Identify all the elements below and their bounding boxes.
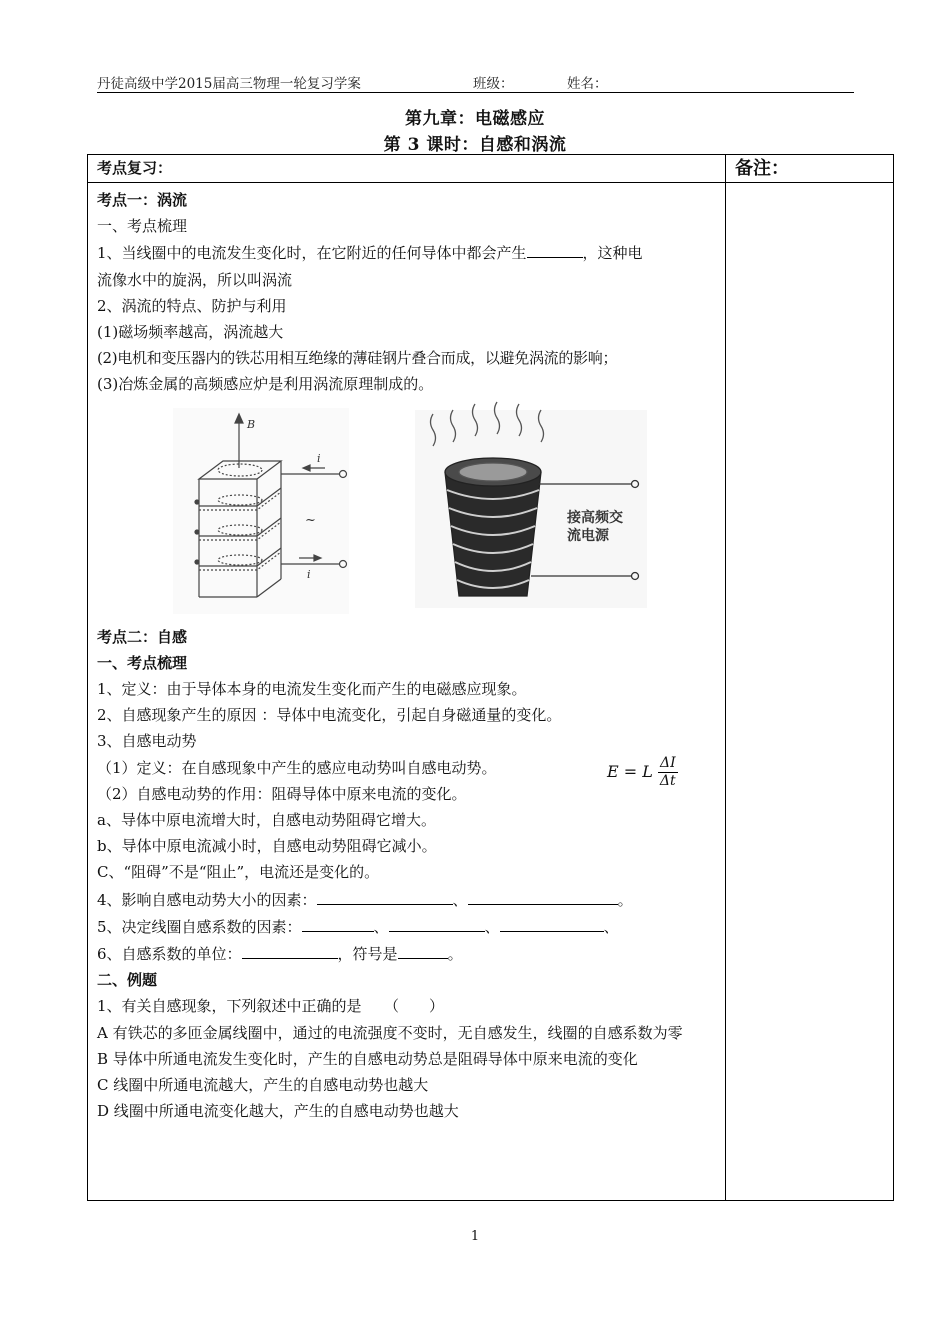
section1-line5: (3)冶炼金属的高频感应炉是利用涡流原理制成的。 bbox=[97, 375, 434, 394]
section1-line4: (2)电机和变压器内的铁芯用相互绝缘的薄硅钢片叠合而成，以避免涡流的影响； bbox=[97, 349, 618, 368]
furnace-caption-2: 流电源 bbox=[567, 527, 609, 544]
self-inductance-formula: E = L $\frac{\Delta I}{\Delta t}$ bbox=[607, 754, 676, 789]
name-label: 姓名： bbox=[567, 76, 608, 92]
section1-line1-cont: 流像水中的旋涡，所以叫涡流 bbox=[97, 270, 293, 289]
class-label: 班级： bbox=[473, 76, 514, 92]
s2-line8: C、“阻碍”不是“阻止”，电流还是变化的。 bbox=[97, 863, 380, 882]
label-b: B bbox=[247, 417, 256, 431]
option-d: D 线圈中所通电流变化越大，产生的自感电动势也越大 bbox=[97, 1102, 459, 1121]
notes-header: 备注： bbox=[726, 155, 894, 183]
lesson-title: 第 3 课时：自感和涡流 bbox=[383, 135, 567, 155]
eddy-current-figures bbox=[97, 398, 717, 624]
content-cell bbox=[88, 183, 726, 1201]
furnace-caption-1: 接高频交 bbox=[567, 509, 623, 526]
section1-sub: 一、考点梳理 bbox=[97, 217, 188, 236]
answer-blank[interactable] bbox=[500, 913, 604, 932]
question-1: 1、有关自感现象，下列叙述中正确的是 （ ） bbox=[97, 997, 445, 1016]
s2-line9: 4、影响自感电动势大小的因素： 、 。 bbox=[97, 886, 717, 913]
notes-cell bbox=[726, 183, 894, 1201]
s2-line6: a、导体中原电流增大时，自感电动势阻碍它增大。 bbox=[97, 811, 436, 830]
school-title: 丹徒高级中学2015届高三物理一轮复习学案 bbox=[97, 76, 361, 92]
section1-line1: 1、当线圈中的电流发生变化时，在它附近的任何导体中都会产生 ，这种电 bbox=[97, 239, 717, 266]
section1-heading: 考点一：涡流 bbox=[97, 191, 188, 209]
section2-sub2: 二、例题 bbox=[97, 971, 158, 990]
section2-sub1: 一、考点梳理 bbox=[97, 653, 188, 672]
s2-line5: （2）自感电动势的作用：阻碍导体中原来电流的变化。 bbox=[97, 784, 467, 803]
section1-line2: 2、涡流的特点、防护与利用 bbox=[97, 296, 287, 315]
worksheet-table bbox=[87, 154, 894, 1201]
section2-heading: 考点二：自感 bbox=[97, 627, 188, 646]
s2-line7: b、导体中原电流减小时，自感电动势阻碍它减小。 bbox=[97, 837, 437, 856]
section1-line3: (1)磁场频率越高，涡流越大 bbox=[97, 323, 284, 342]
review-header: 考点复习： bbox=[88, 155, 726, 183]
option-a: A 有铁芯的多匝金属线圈中，通过的电流强度不变时，无自感发生，线圈的自感系数为零 bbox=[97, 1023, 683, 1042]
s2-line2: 2、自感现象产生的原因 ：导体中电流变化，引起自身磁通量的变化。 bbox=[97, 706, 562, 725]
s2-line1: 1、定义：由于导体本身的电流发生变化而产生的电磁感应现象。 bbox=[97, 680, 527, 699]
s2-line11: 6、自感系数的单位： ，符号是 。 bbox=[97, 940, 717, 967]
answer-blank[interactable] bbox=[527, 239, 583, 258]
s2-line4: （1）定义：在自感现象中产生的感应电动势叫自感电动势。 E = L $\frac{\Delta I}{\Delta t}$ bbox=[97, 754, 676, 789]
s2-line3: 3、自感电动势 bbox=[97, 732, 197, 751]
label-i-bottom: i bbox=[307, 567, 311, 581]
label-i-top: i bbox=[317, 451, 321, 465]
answer-blank[interactable] bbox=[242, 940, 338, 959]
answer-blank[interactable] bbox=[468, 886, 618, 905]
label-tilde: ~ bbox=[305, 512, 316, 528]
page-number: 1 bbox=[470, 1229, 480, 1244]
chapter-title: 第九章：电磁感应 bbox=[405, 109, 545, 129]
induction-furnace-figure bbox=[415, 402, 647, 608]
page-header bbox=[97, 72, 854, 93]
answer-blank[interactable] bbox=[302, 913, 374, 932]
answer-blank[interactable] bbox=[389, 913, 485, 932]
option-b: B 导体中所通电流发生变化时，产生的自感电动势总是阻碍导体中原来电流的变化 bbox=[97, 1049, 638, 1068]
figures-area bbox=[97, 398, 717, 624]
answer-blank[interactable] bbox=[317, 886, 453, 905]
answer-blank[interactable] bbox=[398, 940, 448, 959]
laminated-core-figure bbox=[173, 408, 349, 614]
option-c: C 线圈中所通电流越大，产生的自感电动势也越大 bbox=[97, 1076, 429, 1095]
s2-line10: 5、决定线圈自感系数的因素： 、 、 、 bbox=[97, 913, 717, 940]
